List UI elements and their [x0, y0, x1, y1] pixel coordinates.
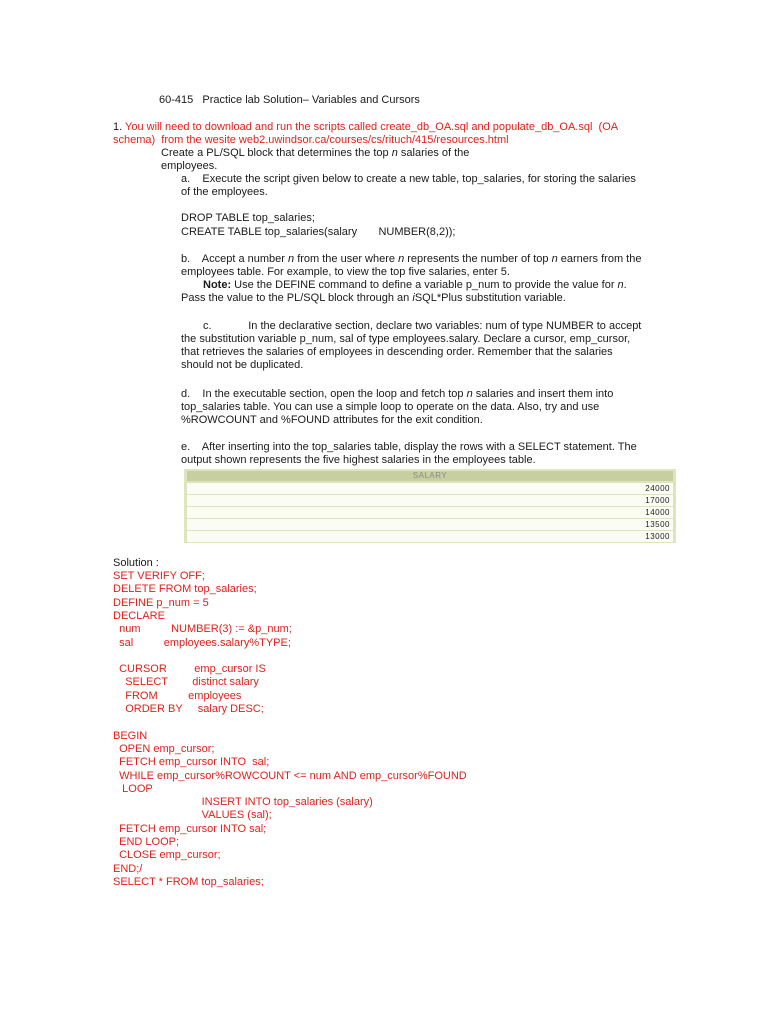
code-line: DEFINE p_num = 5 [113, 597, 209, 609]
table-row: 17000 [187, 495, 673, 506]
step-c-line1: c. In the declarative section, declare two variables: num of type NUMBER to accept [203, 320, 642, 332]
table-row: 13500 [187, 519, 673, 530]
code-line: END LOOP; [113, 836, 180, 848]
salary-output-table [184, 469, 676, 543]
table-row: 14000 [187, 507, 673, 518]
step-b-line2: employees table. For example, to view the top five salaries, enter 5. [181, 266, 510, 278]
text-span: Pass the value to the PL/SQL block through an [181, 292, 413, 304]
text-span: SQL*Plus substitution variable. [414, 292, 566, 304]
q1-intro-line2: schema) from the wesite web2.uwindsor.ca/courses/cs/rituch/415/resources.html [113, 134, 509, 146]
q1-intro-line1 [113, 121, 618, 134]
step-d-line2: top_salaries table. You can use a simple loop to operate on the data. Also, try and use [181, 401, 600, 413]
code-line: WHILE emp_cursor%ROWCOUNT <= num AND emp_cursor%FOUND [113, 770, 467, 782]
text-span: . [623, 279, 627, 291]
page-title: 60-415 Practice lab Solution– Variables and Cursors [159, 94, 420, 106]
code-line: FROM employees [113, 690, 242, 702]
step-a-line2: of the employees. [181, 186, 268, 198]
table-row: 24000 [187, 483, 673, 494]
code-line: DECLARE [113, 610, 165, 622]
italic-n: n [391, 147, 398, 159]
code-line: LOOP [113, 783, 153, 795]
code-line: CLOSE emp_cursor; [113, 849, 221, 861]
text-span: represents the number of top [404, 253, 552, 265]
table-row: 13000 [187, 531, 673, 542]
salary-column-header: SALARY [187, 471, 673, 481]
code-line: VALUES (sal); [113, 809, 272, 821]
code-line: SELECT distinct salary [113, 676, 259, 688]
text-span: Use the DEFINE command to define a variable p_num to provide the value for [231, 279, 618, 291]
step-b-note [203, 279, 627, 292]
step-b-line1 [181, 253, 641, 266]
code-line: SET VERIFY OFF; [113, 570, 205, 582]
q1-number: 1. [113, 121, 126, 133]
solution-label: Solution : [113, 557, 159, 569]
italic-n: n [288, 253, 295, 265]
italic-n: n [551, 253, 558, 265]
drop-table-statement: DROP TABLE top_salaries; [181, 212, 315, 224]
code-line: CURSOR emp_cursor IS [113, 663, 266, 675]
italic-n: n [617, 279, 624, 291]
code-line: END;/ [113, 863, 143, 875]
q1-create-line1 [161, 147, 469, 160]
code-line: SELECT * FROM top_salaries; [113, 876, 264, 888]
text-span: d. In the executable section, open the loop and fetch top [181, 388, 467, 400]
italic-n: n [398, 253, 405, 265]
text-span: earners from the [557, 253, 642, 265]
step-b-line4 [181, 292, 566, 305]
code-line: ORDER BY salary DESC; [113, 703, 264, 715]
code-line: FETCH emp_cursor INTO sal; [113, 756, 270, 768]
code-line: FETCH emp_cursor INTO sal; [113, 823, 267, 835]
code-line: OPEN emp_cursor; [113, 743, 215, 755]
code-line: DELETE FROM top_salaries; [113, 583, 257, 595]
step-c-line3: that retrieves the salaries of employees in descending order. Remember that the salaries [181, 346, 613, 358]
code-line: INSERT INTO top_salaries (salary) [113, 796, 373, 808]
italic-i: i [412, 292, 415, 304]
code-line: sal employees.salary%TYPE; [113, 637, 291, 649]
code-line: BEGIN [113, 730, 148, 742]
step-e-line2: output shown represents the five highest salaries in the employees table. [181, 454, 536, 466]
create-table-statement: CREATE TABLE top_salaries(salary NUMBER(8,2)); [181, 226, 456, 238]
q1-create-line2: employees. [161, 160, 218, 172]
code-line: num NUMBER(3) := &p_num; [113, 623, 292, 635]
text-span: salaries and insert them into [472, 388, 614, 400]
step-d-line3: %ROWCOUNT and %FOUND attributes for the exit condition. [181, 414, 483, 426]
step-a-line1: a. Execute the script given below to create a new table, top_salaries, for storing the salaries [181, 173, 636, 185]
text-span: salaries of the [397, 147, 470, 159]
step-c-line2: the substitution variable p_num, sal of type employees.salary. Declare a cursor, emp_cursor, [181, 333, 631, 345]
step-d-line1 [181, 388, 613, 401]
step-e-line1: e. After inserting into the top_salaries table, display the rows with a SELECT statement. The [181, 441, 637, 453]
note-label: Note: [203, 279, 232, 291]
text-span: from the user where [294, 253, 399, 265]
step-c-line4: should not be duplicated. [181, 359, 304, 371]
text-span: b. Accept a number [181, 253, 289, 265]
q1-intro-text: You will need to download and run the scripts called create_db_OA.sql and populate_db_OA.sql (OA [125, 121, 619, 133]
italic-n: n [466, 388, 473, 400]
text-span: Create a PL/SQL block that determines the top [161, 147, 392, 159]
